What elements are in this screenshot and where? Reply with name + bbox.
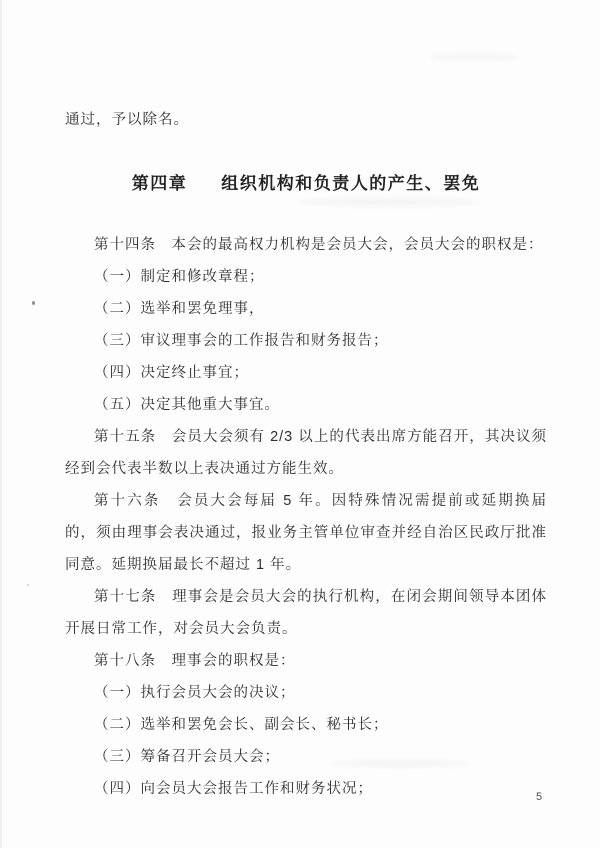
paragraph: （四）向会员大会报告工作和财务状况； (94, 781, 373, 797)
paragraph: 第十七条 理事会是会员大会的执行机构，在闭会期间领导本团体开展日常工作，对会员大会负责。 (65, 589, 547, 637)
scan-smudge (430, 54, 520, 60)
chapter-heading (65, 168, 547, 200)
carryover-paragraph-text: 通过，予以除名。 (65, 112, 189, 128)
chapter-title: 组织机构和负责人的产生、罢免 (221, 174, 481, 193)
paragraph: （一）执行会员大会的决议； (94, 685, 296, 701)
article-body (65, 229, 547, 805)
paragraph: （二）选举和罢免理事， (94, 301, 265, 317)
paragraph: （一）制定和修改章程； (94, 269, 265, 285)
paragraph: （五）决定其他重大事宜。 (94, 397, 280, 413)
paragraph: （二）选举和罢免会长、副会长、秘书长； (94, 717, 389, 733)
page-number: 5 (536, 791, 543, 803)
paragraph: （四）决定终止事宜； (94, 365, 249, 381)
paragraph: 第十五条 会员大会须有 2/3 以上的代表出席方能召开，其决议须经到会代表半数以上表决通过方能生效。 (65, 429, 547, 477)
scan-edge-shadow (0, 0, 2, 848)
scan-speck (27, 584, 29, 586)
paragraph: （三）审议理事会的工作报告和财务报告； (94, 333, 389, 349)
scan-speck (32, 301, 35, 305)
paragraph: 第十八条 理事会的职权是： (94, 653, 296, 669)
chapter-number: 第四章 (131, 174, 188, 193)
paragraph: （三）筹备召开会员大会； (94, 749, 280, 765)
paragraph: 第十四条 本会的最高权力机构是会员大会，会员大会的职权是： (94, 237, 544, 253)
paragraph: 第十六条 会员大会每届 5 年。因特殊情况需提前或延期换届的，须由理事会表决通过，报业务主管单位审查并经自治区民政厅批准同意。延期换届最长不超过 1 年。 (65, 493, 547, 573)
